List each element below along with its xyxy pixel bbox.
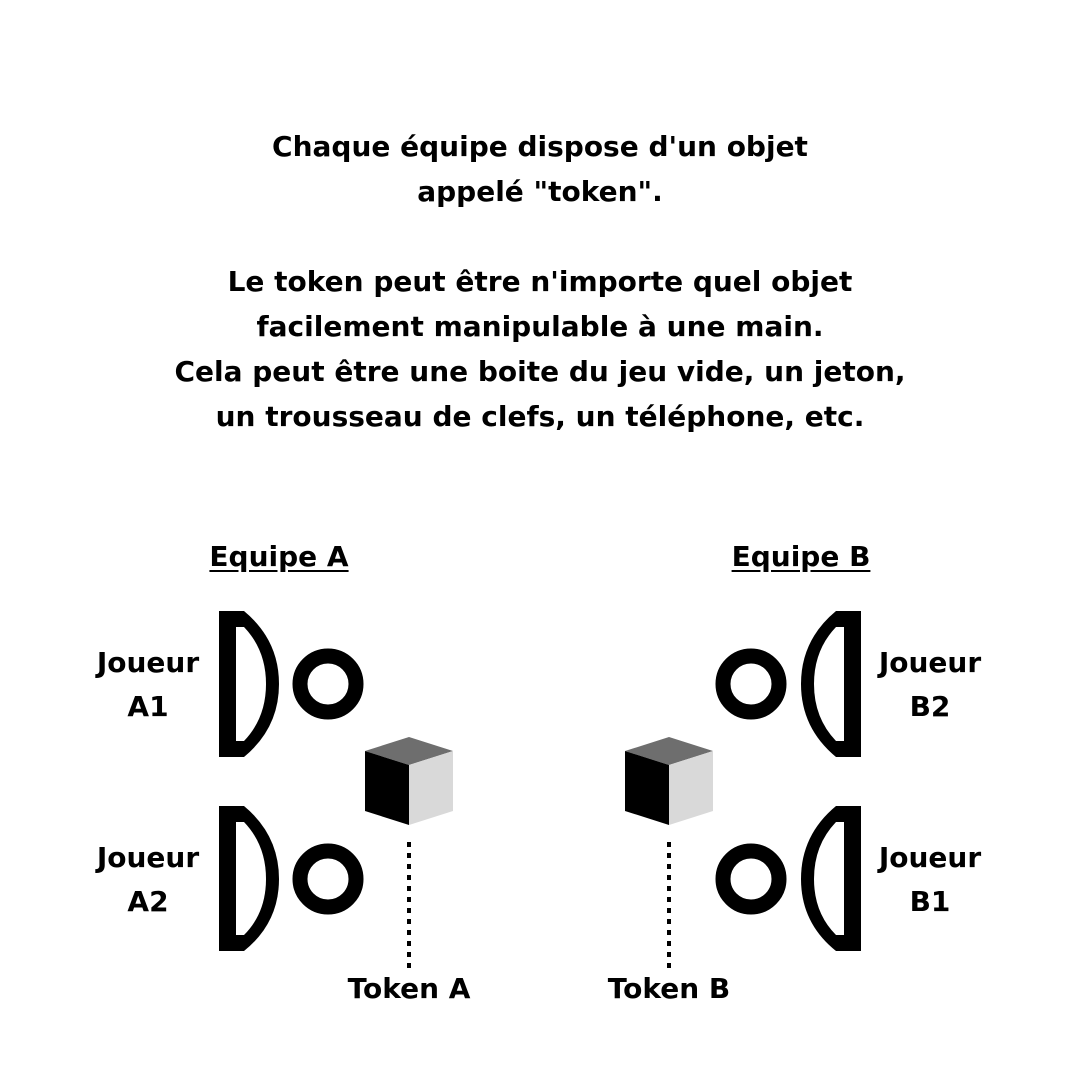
- intro-line: Cela peut être une boite du jeu vide, un jeton,: [174, 355, 906, 388]
- team-b-title: Equipe B: [731, 540, 871, 573]
- player-seat-icon: [801, 806, 861, 951]
- player-label-a1: Joueur A1: [96, 646, 200, 723]
- intro-line: appelé "token".: [417, 175, 663, 208]
- player-seat-icon: [219, 806, 279, 951]
- player-seat-icon: [219, 611, 279, 757]
- intro-line: Le token peut être n'importe quel objet: [227, 265, 853, 298]
- cube-token-icon: [625, 737, 713, 825]
- cube-token-icon: [365, 737, 453, 825]
- token-b-label: Token B: [607, 972, 731, 1005]
- player-head-icon: [300, 656, 356, 712]
- team-a-title: Equipe A: [209, 540, 349, 573]
- player-head-icon: [723, 851, 779, 907]
- intro-line: Chaque équipe dispose d'un objet: [272, 130, 808, 163]
- player-head-icon: [723, 656, 779, 712]
- player-label-a2: Joueur A2: [96, 841, 200, 918]
- player-label-b1: Joueur B1: [878, 841, 982, 918]
- intro-line: un trousseau de clefs, un téléphone, etc.: [215, 400, 865, 433]
- token-a-label: Token A: [347, 972, 471, 1005]
- player-label-b2: Joueur B2: [878, 646, 982, 723]
- player-seat-icon: [801, 611, 861, 757]
- player-head-icon: [300, 851, 356, 907]
- intro-line: facilement manipulable à une main.: [256, 310, 824, 343]
